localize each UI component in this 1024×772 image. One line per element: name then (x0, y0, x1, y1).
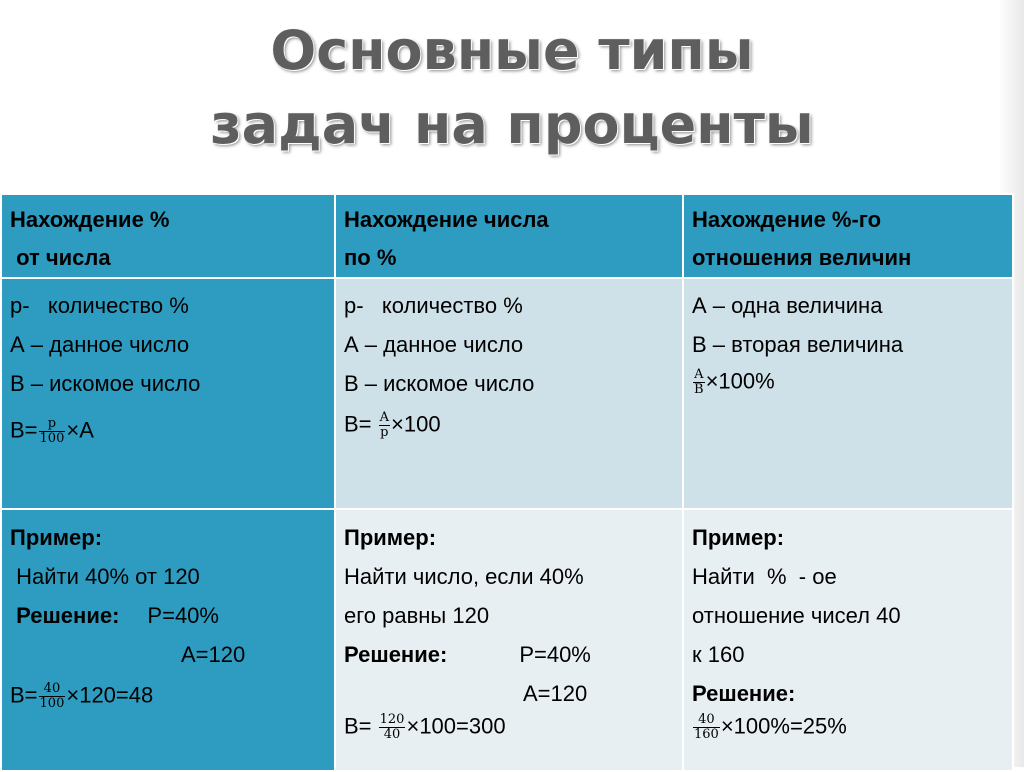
formula (344, 411, 676, 440)
definition-line: А – одна величина (692, 293, 883, 318)
example-cell (683, 509, 1013, 771)
definition-line: А – данное число (344, 332, 524, 357)
example-label: Пример: (10, 525, 103, 550)
solution-value: Р=40% (147, 603, 219, 628)
formula-suffix: ×А (66, 417, 94, 443)
formula (10, 417, 328, 446)
example-result (344, 713, 676, 742)
fraction-denominator: 100 (39, 696, 65, 711)
example-task-line: отношение чисел 40 (692, 603, 901, 628)
formula-prefix: В= (10, 417, 38, 443)
definition-line: p- количество % (10, 293, 189, 318)
fraction-denominator: 100 (39, 431, 65, 446)
formula-suffix: ×100% (705, 368, 775, 394)
header-line: от числа (10, 245, 111, 270)
fraction-denominator: p (380, 425, 389, 440)
result-prefix: В= (344, 713, 378, 739)
example-cell (335, 509, 683, 771)
definitions-cell (335, 278, 683, 509)
definition-line: p- количество % (344, 293, 523, 318)
solution-label: Решение: (10, 603, 120, 628)
header-line: Нахождение %-го (692, 207, 882, 232)
example-label: Пример: (692, 525, 785, 550)
formula-fraction (379, 411, 390, 440)
definition-line: А – данное число (10, 332, 190, 357)
example-task-line: Найти число, если 40% (344, 564, 584, 589)
header-cell-percent-ratio (683, 194, 1013, 278)
example-result (692, 713, 1006, 742)
result-suffix: ×100=300 (406, 713, 506, 739)
solution-label: Решение: (344, 642, 448, 667)
definitions-row (1, 278, 1013, 509)
header-line: отношения величин (692, 245, 912, 270)
definitions-cell (1, 278, 335, 509)
formula-suffix: ×100 (391, 411, 441, 437)
title-line-2: задач на проценты (210, 93, 814, 156)
result-fraction (693, 713, 720, 742)
header-line: по % (344, 245, 397, 270)
example-task-line: Найти % - ое (692, 564, 837, 589)
header-line: Нахождение числа (344, 207, 549, 232)
definition-line: В – искомое число (10, 371, 201, 396)
header-row (1, 194, 1013, 278)
formula (692, 368, 1006, 397)
solution-value: Р=40% (519, 642, 591, 667)
definition-line: В – вторая величина (692, 332, 904, 357)
fraction-numerator: p (39, 417, 66, 432)
result-suffix: ×120=48 (66, 682, 154, 708)
examples-row (1, 509, 1013, 771)
fraction-denominator: 40 (383, 727, 401, 742)
title-line-1: Основные типы (270, 19, 754, 82)
solution-line (10, 596, 328, 635)
result-suffix: ×100%=25% (720, 713, 847, 739)
example-task-line: Найти 40% от 120 (10, 564, 200, 589)
percent-problems-table (0, 193, 1014, 772)
result-fraction (39, 682, 66, 711)
solution-value: А=120 (181, 642, 246, 667)
fraction-numerator: A (694, 367, 704, 382)
fraction-numerator: 40 (693, 713, 720, 728)
header-cell-number-by-percent (335, 194, 683, 278)
definitions-cell (683, 278, 1013, 509)
example-result (10, 682, 328, 711)
example-cell (1, 509, 335, 771)
fraction-numerator: A (379, 410, 390, 425)
solution-value: А=120 (523, 681, 588, 706)
formula-fraction (39, 417, 66, 446)
header-cell-percent-of-number (1, 194, 335, 278)
example-task-line: к 160 (692, 642, 745, 667)
page-title (0, 14, 1024, 162)
formula-fraction (693, 368, 705, 397)
fraction-denominator: 160 (694, 727, 719, 742)
fraction-numerator: 120 (379, 712, 405, 727)
example-label: Пример: (344, 525, 437, 550)
result-fraction (379, 713, 406, 742)
solution-line (344, 635, 676, 674)
definition-line: В – искомое число (344, 371, 535, 396)
formula-prefix: В= (344, 411, 378, 437)
solution-label: Решение: (692, 681, 796, 706)
fraction-numerator: 40 (39, 682, 66, 697)
example-task-line: его равны 120 (344, 603, 490, 628)
header-line: Нахождение % (10, 207, 170, 232)
result-prefix: В= (10, 682, 38, 708)
fraction-denominator: B (694, 382, 704, 397)
